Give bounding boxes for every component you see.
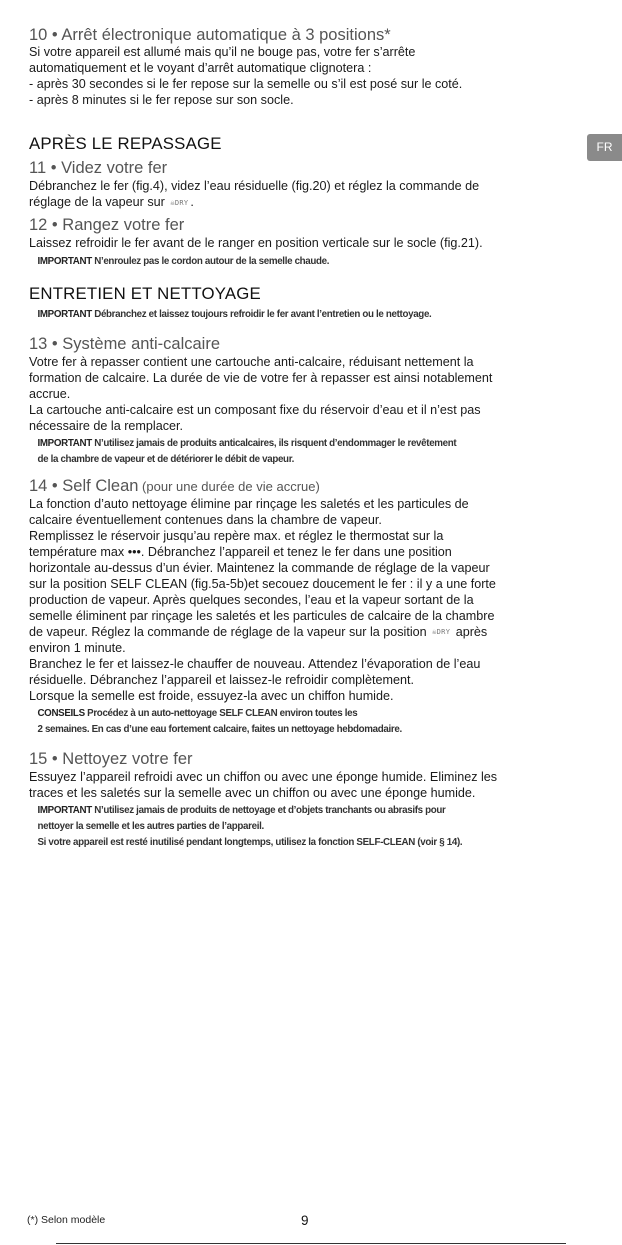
text-line: Branchez le fer et laissez-le chauffer de nouveau. Attendez l’évaporation de l’eau xyxy=(29,657,481,672)
text-fragment: après xyxy=(452,624,488,639)
text-line xyxy=(29,624,587,641)
tip-text: Procédez à un auto-nettoyage SELF CLEAN environ toutes les xyxy=(84,708,358,720)
text-line: horizontale au-dessus d’un évier. Maintenez la commande de réglage de la vapeur xyxy=(29,560,490,575)
text-line: semelle éliminent par rinçage les saletés et les particules de calcaire de la chambre xyxy=(29,608,495,623)
text-line xyxy=(29,194,587,211)
text-line: production de vapeur. Après quelques secondes, l’eau et la vapeur sortant de la xyxy=(29,592,474,607)
section-13-title: 13 • Système anti-calcaire xyxy=(29,334,221,353)
text-line: calcaire éventuellement contenues dans la chambre de vapeur. xyxy=(29,512,382,527)
tip-text: 2 semaines. En cas d’une eau fortement calcaire, faites un nettoyage hebdomadaire. xyxy=(37,724,402,736)
important-label: IMPORTANT xyxy=(37,805,92,817)
section-14-title xyxy=(29,477,587,496)
section-15-body xyxy=(29,769,587,801)
important-text: N’utilisez jamais de produits anticalcaires, ils risquent d’endommager le revêtement xyxy=(91,437,457,449)
section-14-body xyxy=(29,496,587,705)
language-tab: FR xyxy=(587,134,622,161)
text-line: traces et les saletés sur la semelle avec un chiffon ou avec une éponge humide. xyxy=(29,786,476,801)
text-line: Débranchez le fer (fig.4), videz l’eau résiduelle (fig.20) et réglez la commande de xyxy=(29,179,480,193)
important-note xyxy=(29,254,554,270)
important-note xyxy=(29,803,554,851)
important-text: Si votre appareil est resté inutilisé pendant longtemps, utilisez la fonction SELF-CLEAN (voir § 14). xyxy=(37,837,463,849)
section-15-title: 15 • Nettoyez votre fer xyxy=(29,750,193,769)
section-12-body xyxy=(29,235,587,251)
important-text: nettoyer la semelle et les autres parties de l’appareil. xyxy=(37,821,264,833)
important-note xyxy=(29,307,554,323)
section-10-body xyxy=(29,44,587,108)
page-number: 9 xyxy=(301,1213,309,1228)
text-line: Lorsque la semelle est froide, essuyez-la avec un chiffon humide. xyxy=(29,689,394,704)
heading-entretien: ENTRETIEN ET NETTOYAGE xyxy=(29,283,261,303)
important-text: Débranchez et laissez toujours refroidir le fer avant l’entretien ou le nettoyage. xyxy=(91,308,432,320)
steam-dry-icon: ☠DRY xyxy=(170,198,189,207)
text-line: formation de calcaire. La durée de vie de votre fer à repasser est ainsi notablement xyxy=(29,370,493,385)
important-label: IMPORTANT xyxy=(37,308,92,320)
important-text: N’utilisez jamais de produits de nettoyage et d’objets tranchants ou abrasifs pour xyxy=(91,805,446,817)
text-line: Essuyez l’appareil refroidi avec un chiffon ou avec une éponge humide. Eliminez les xyxy=(29,770,498,785)
text-line: La cartouche anti-calcaire est un composant fixe du réservoir d’eau et il n’est pas xyxy=(29,402,481,417)
tip-note xyxy=(29,706,554,738)
important-label: IMPORTANT xyxy=(37,437,92,449)
important-note xyxy=(29,436,554,468)
text-line: Votre fer à repasser contient une cartouche anti-calcaire, réduisant nettement la xyxy=(29,354,474,369)
text-line: automatiquement et le voyant d’arrêt automatique clignotera : xyxy=(29,61,372,75)
text-line: Remplissez le réservoir jusqu’au repère max. et réglez le thermostat sur la xyxy=(29,528,444,543)
section-12-title: 12 • Rangez votre fer xyxy=(29,215,185,234)
text-fragment: de vapeur. Réglez la commande de réglage de la vapeur sur la position xyxy=(29,624,427,639)
section-14-title-text: 14 • Self Clean xyxy=(29,476,139,495)
section-11-body xyxy=(29,178,587,211)
section-13-body xyxy=(29,354,587,434)
page-content xyxy=(29,26,587,851)
important-text: N’enroulez pas le cordon autour de la semelle chaude. xyxy=(91,255,330,267)
footer-divider xyxy=(56,1243,566,1244)
section-11-title: 11 • Videz votre fer xyxy=(29,159,168,177)
text-line: environ 1 minute. xyxy=(29,641,126,656)
text-line: sur la position SELF CLEAN (fig.5a-5b)et secouez doucement le fer : il y a une forte xyxy=(29,576,496,591)
text-fragment: réglage de la vapeur sur xyxy=(29,195,165,209)
text-line: - après 8 minutes si le fer repose sur son socle. xyxy=(29,93,294,107)
text-line: Si votre appareil est allumé mais qu’il ne bouge pas, votre fer s’arrête xyxy=(29,45,416,59)
text-line: accrue. xyxy=(29,386,71,401)
text-fragment: . xyxy=(190,195,194,209)
text-line: - après 30 secondes si le fer repose sur la semelle ou s’il est posé sur le coté. xyxy=(29,77,463,91)
important-label: IMPORTANT xyxy=(37,255,92,267)
footnote: (*) Selon modèle xyxy=(27,1214,106,1226)
heading-apres-repassage: APRÈS LE REPASSAGE xyxy=(29,134,222,153)
text-line: Laissez refroidir le fer avant de le ranger en position verticale sur le socle (fig.21). xyxy=(29,235,483,250)
important-text: de la chambre de vapeur et de détériorer le débit de vapeur. xyxy=(37,453,295,465)
tip-label: CONSEILS xyxy=(37,708,85,720)
text-line: La fonction d’auto nettoyage élimine par rinçage les saletés et les particules de xyxy=(29,496,469,511)
text-line: résiduelle. Débranchez l’appareil et laissez-le refroidir complètement. xyxy=(29,673,414,688)
text-line: nécessaire de la remplacer. xyxy=(29,418,184,433)
steam-dry-icon: ☠DRY xyxy=(432,628,451,637)
text-line: température max •••. Débranchez l’appareil et tenez le fer dans une position xyxy=(29,544,452,559)
section-10-title: 10 • Arrêt électronique automatique à 3 positions* xyxy=(29,26,391,44)
section-14-subtitle: (pour une durée de vie accrue) xyxy=(138,478,320,494)
